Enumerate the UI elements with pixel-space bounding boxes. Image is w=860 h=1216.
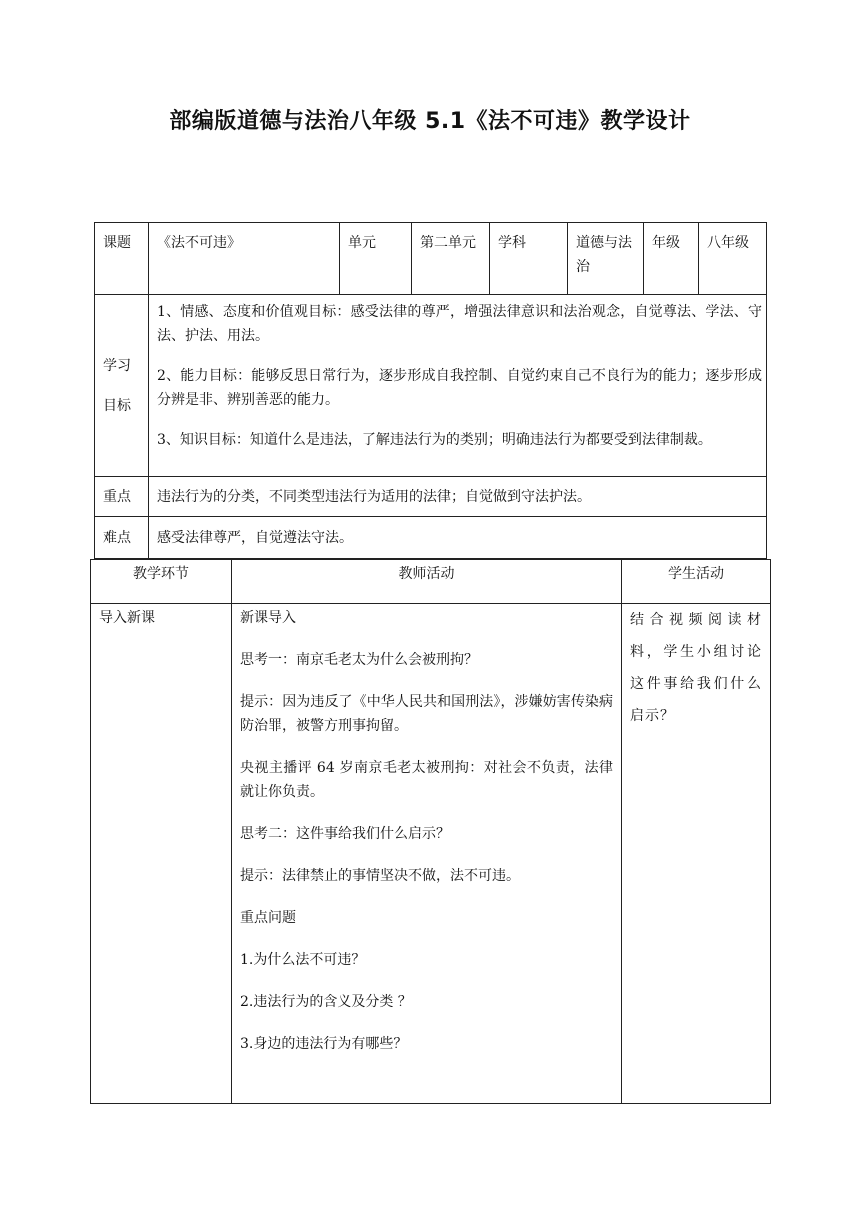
process-row bbox=[91, 604, 771, 1104]
objectives-label bbox=[95, 295, 149, 477]
teacher-paragraph: 2.违法行为的含义及分类 ？ bbox=[240, 994, 412, 1010]
lesson-label: 课题 bbox=[95, 223, 149, 295]
objectives-label-line2: 目标 bbox=[103, 397, 131, 414]
objectives-row bbox=[95, 295, 767, 477]
lesson-header-row bbox=[95, 223, 767, 295]
unit-value: 第二单元 bbox=[412, 223, 490, 295]
lesson-value: 《法不可违》 bbox=[149, 223, 340, 295]
subject-value: 道德与法治 bbox=[568, 223, 644, 295]
key-point-label: 重点 bbox=[95, 477, 149, 517]
lesson-info-table bbox=[94, 222, 767, 559]
difficulty-row bbox=[95, 517, 767, 559]
key-point-row bbox=[95, 477, 767, 517]
key-point-text: 违法行为的分类，不同类型违法行为适用的法律；自觉做到守法护法。 bbox=[149, 477, 767, 517]
teaching-process-table bbox=[90, 559, 771, 1104]
teacher-paragraph: 提示：因为违反了《中华人民共和国刑法》，涉嫌妨害传染病防治罪，被警方刑事拘留。 bbox=[240, 694, 613, 734]
objectives-content bbox=[149, 295, 767, 477]
objectives-label-line1: 学习 bbox=[103, 357, 131, 374]
teacher-paragraph: 3.身边的违法行为有哪些？ bbox=[240, 1036, 408, 1052]
teacher-paragraph: 思考二：这件事给我们什么启示？ bbox=[240, 826, 450, 842]
process-header-row bbox=[91, 560, 771, 604]
grade-value: 八年级 bbox=[699, 223, 767, 295]
objective-item: 1、情感、态度和价值观目标：感受法律的尊严，增强法律意识和法治观念，自觉尊法、学法、守法、护法、用法。 bbox=[157, 304, 762, 344]
teacher-paragraph: 思考一：南京毛老太为什么会被刑拘？ bbox=[240, 652, 478, 668]
teacher-activity bbox=[232, 604, 622, 1104]
difficulty-text: 感受法律尊严，自觉遵法守法。 bbox=[149, 517, 767, 559]
teacher-paragraph: 提示：法律禁止的事情坚决不做，法不可违。 bbox=[240, 868, 520, 884]
difficulty-label: 难点 bbox=[95, 517, 149, 559]
student-activity: 结合视频阅读材料，学生小组讨论这件事给我们什么启示？ bbox=[622, 604, 771, 1104]
unit-label: 单元 bbox=[340, 223, 412, 295]
teacher-paragraph: 央视主播评 64 岁南京毛老太被刑拘：对社会不负责，法律就让你负责。 bbox=[240, 760, 613, 800]
teacher-paragraph: 新课导入 bbox=[240, 610, 296, 626]
teacher-column-header: 教师活动 bbox=[232, 560, 622, 604]
teacher-paragraph: 1.为什么法不可违？ bbox=[240, 952, 366, 968]
stage-name: 导入新课 bbox=[91, 604, 232, 1104]
grade-label: 年级 bbox=[644, 223, 699, 295]
student-column-header: 学生活动 bbox=[622, 560, 771, 604]
objective-item: 2、能力目标：能够反思日常行为，逐步形成自我控制、自觉约束自己不良行为的能力；逐步形成分辨是非、辨别善恶的能力。 bbox=[157, 368, 762, 408]
objective-item: 3、知识目标：知道什么是违法，了解违法行为的类别；明确违法行为都要受到法律制裁。 bbox=[157, 432, 712, 448]
document-title: 部编版道德与法治八年级 5.1《法不可违》教学设计 bbox=[169, 109, 691, 134]
teacher-paragraph: 重点问题 bbox=[240, 910, 296, 926]
stage-column-header: 教学环节 bbox=[91, 560, 232, 604]
subject-label: 学科 bbox=[490, 223, 568, 295]
